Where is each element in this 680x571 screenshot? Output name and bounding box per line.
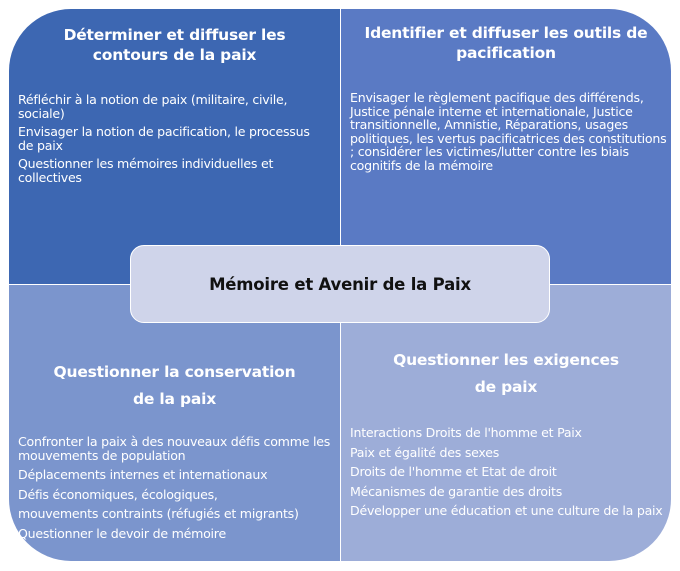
list-item: Mécanismes de garantie des droits (350, 483, 563, 499)
quadrant-item-list (18, 435, 338, 546)
quadrant-title (9, 359, 340, 413)
list-item: Défis économiques, écologiques, (18, 486, 218, 502)
quadrant-item-list (350, 426, 668, 524)
list-item: Envisager la notion de pacification, le processus de paix (18, 124, 310, 153)
quadrant-title: Déterminer et diffuser les contours de la paix (63, 26, 286, 64)
list-item: Envisager le règlement pacifique des différends, Justice pénale interne et internationale, Justice transitionnelle, Amnistie, Réparations, usages politiques, les vertus pacificatrices des constitutions ; considérer les victimes/lutter contre les biais cognitifs de la mémoire (350, 90, 667, 173)
quadrant-item-list (350, 91, 668, 172)
quadrant-title-line: Questionner les exigences (393, 351, 619, 369)
quadrant-title (341, 347, 671, 401)
list-item: Réfléchir à la notion de paix (militaire, civile, sociale) (18, 92, 288, 121)
quadrant-exigences-de-paix (341, 285, 671, 561)
quadrant-title-line: de paix (474, 378, 538, 396)
quadrant-title-line: Questionner la conservation (53, 363, 296, 381)
list-item: Paix et égalité des sexes (350, 444, 500, 460)
quadrant-contours-de-la-paix (9, 9, 340, 284)
quadrant-title-line: de la paix (132, 390, 217, 408)
list-item: Déplacements internes et internationaux (18, 467, 268, 482)
list-item: Développer une éducation et une culture de la paix (350, 503, 663, 518)
list-item: Questionner le devoir de mémoire (18, 525, 226, 541)
center-topic-box (130, 245, 550, 323)
center-topic-label: Mémoire et Avenir de la Paix (209, 274, 471, 294)
quadrant-outils-de-pacification (341, 9, 671, 284)
list-item: Confronter la paix à des nouveaux défis comme les mouvements de population (18, 434, 331, 463)
list-item: Droits de l'homme et Etat de droit (350, 464, 557, 479)
quadrant-conservation-de-la-paix (9, 285, 340, 561)
quadrant-item-list (18, 93, 328, 189)
quadrant-title: Identifier et diffuser les outils de pacification (364, 24, 648, 62)
list-item: Interactions Droits de l'homme et Paix (350, 425, 582, 440)
list-item: Questionner les mémoires individuelles et collectives (18, 156, 274, 185)
list-item: mouvements contraints (réfugiés et migrants) (18, 506, 299, 521)
